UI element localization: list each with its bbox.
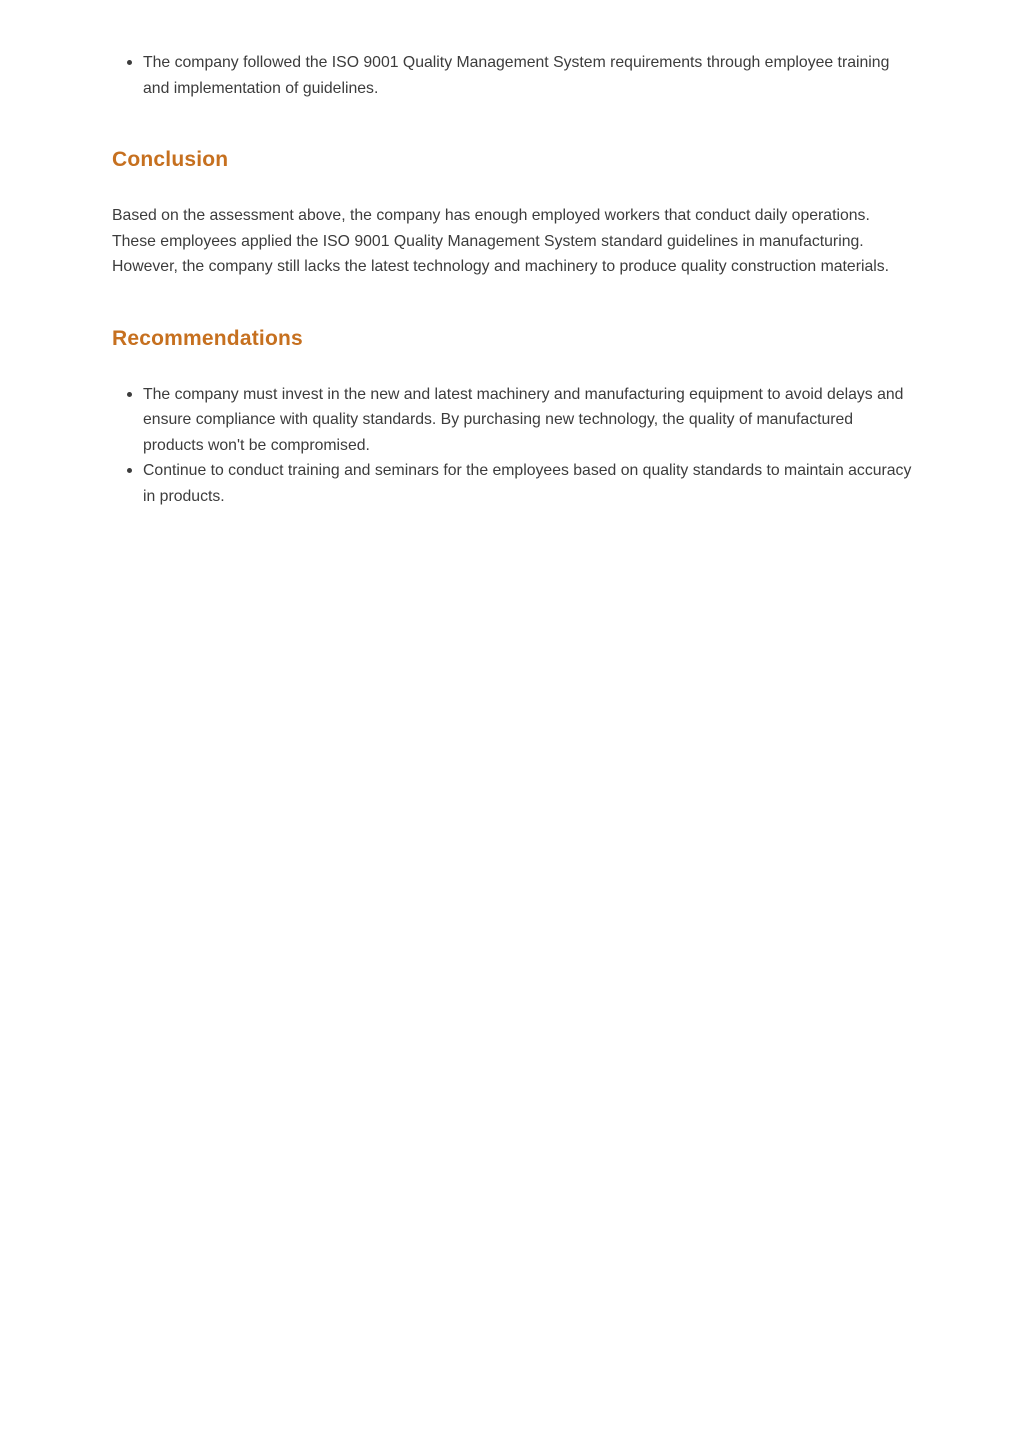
intro-bullet-list	[112, 50, 912, 101]
list-item: The company followed the ISO 9001 Quality Management System requirements through employee training and implementation of guidelines.	[143, 50, 912, 101]
list-item: Continue to conduct training and seminars for the employees based on quality standards to maintain accuracy in products.	[143, 458, 912, 509]
conclusion-heading: Conclusion	[112, 148, 229, 171]
recommendations-bullet-list	[112, 382, 912, 510]
list-item: The company must invest in the new and latest machinery and manufacturing equipment to avoid delays and ensure compliance with quality standards. By purchasing new technology, the quality of manufactured products won't be compromised.	[143, 382, 912, 459]
conclusion-paragraph: Based on the assessment above, the company has enough employed workers that conduct daily operations. These employees applied the ISO 9001 Quality Management System standard guidelines in manufacturing. However, the company still lacks the latest technology and machinery to produce quality construction materials.	[112, 207, 890, 275]
recommendations-heading: Recommendations	[112, 326, 303, 350]
